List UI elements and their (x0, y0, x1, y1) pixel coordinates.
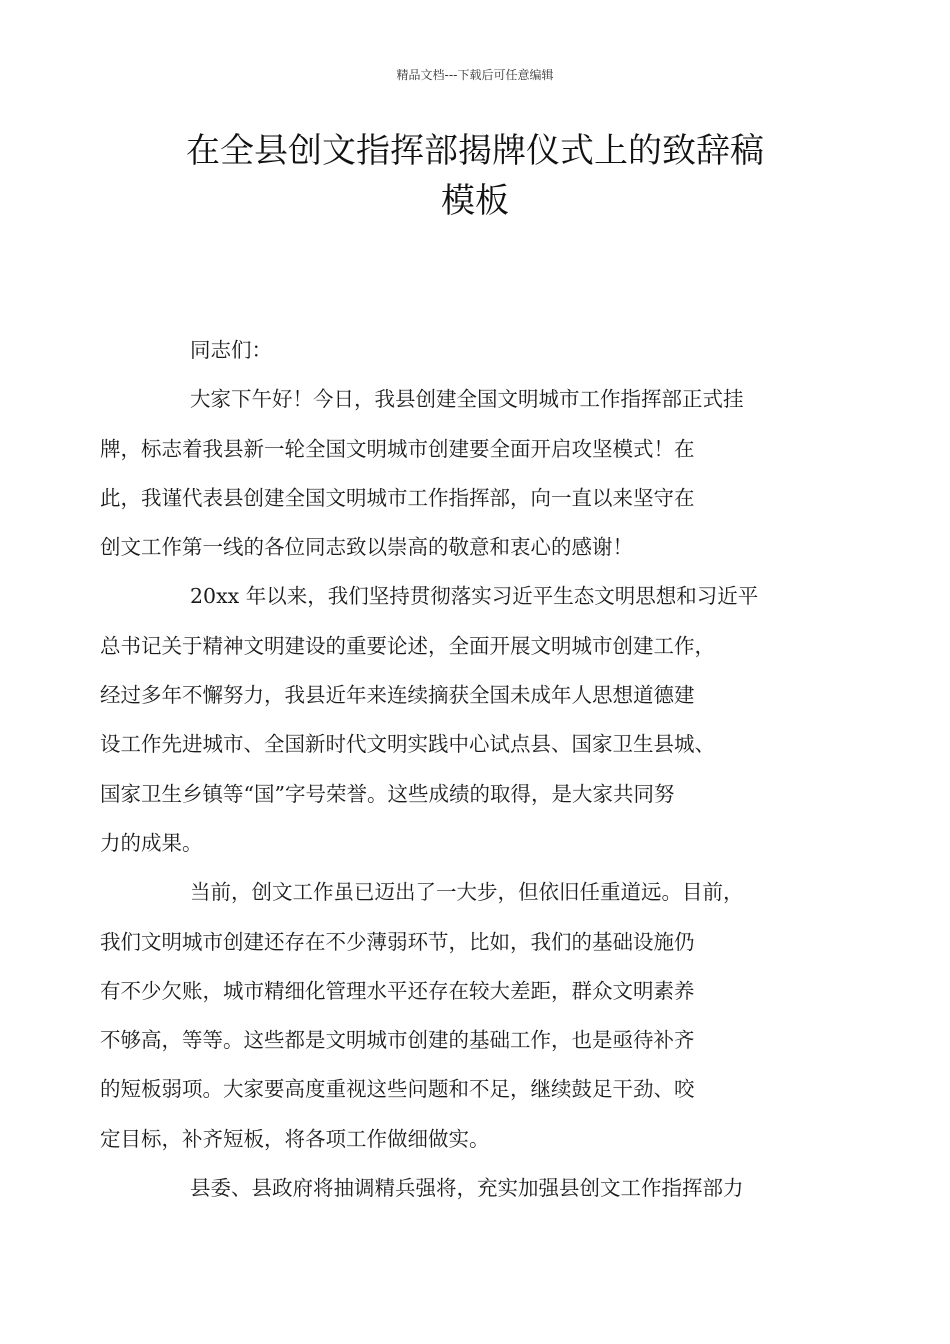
paragraph-2 (100, 572, 835, 868)
paragraph-4 (145, 1164, 835, 1213)
text-line: 当前，创文工作虽已迈出了一大步，但依旧任重道远。目前， (190, 880, 744, 905)
text-line: 力的成果。 (100, 830, 203, 855)
text-line: 总书记关于精神文明建设的重要论述，全面开展文明城市创建工作， (100, 633, 715, 658)
text-line: 县委、县政府将抽调精兵强将，充实加强县创文工作指挥部力 (190, 1176, 744, 1201)
paragraph-3 (100, 868, 835, 1164)
text-line: 牌，标志着我县新一轮全国文明城市创建要全面开启攻坚模式！在 (100, 436, 695, 461)
document-body (100, 326, 835, 1213)
text-line: 大家下午好！今日，我县创建全国文明城市工作指挥部正式挂 (190, 387, 744, 412)
greeting (145, 326, 835, 375)
text-line: 同志们： (190, 338, 272, 362)
title-line-1: 在全县创文指挥部揭牌仪式上的致辞稿 (186, 131, 764, 171)
paragraph-1 (100, 375, 835, 572)
text-line: 的短板弱项。大家要高度重视这些问题和不足，继续鼓足干劲、咬 (100, 1077, 695, 1102)
text-line: 经过多年不懈努力，我县近年来连续摘获全国未成年人思想道德建 (100, 683, 695, 708)
text-line: 我们文明城市创建还存在不少薄弱环节，比如，我们的基础设施仍 (100, 929, 695, 954)
text-line: 创文工作第一线的各位同志致以崇高的敬意和衷心的感谢！ (100, 535, 633, 560)
text-line: 20xx 年以来，我们坚持贯彻落实习近平生态文明思想和习近平 (190, 584, 759, 609)
text-line: 国家卫生乡镇等“国”字号荣誉。这些成绩的取得，是大家共同努 (100, 781, 675, 806)
text-line: 此，我谨代表县创建全国文明城市工作指挥部，向一直以来坚守在 (100, 485, 695, 510)
text-line: 有不少欠账，城市精细化管理水平还存在较大差距，群众文明素养 (100, 978, 695, 1003)
text-line: 定目标，补齐短板，将各项工作做细做实。 (100, 1126, 490, 1151)
title-line-2: 模板 (441, 181, 509, 221)
document-title (100, 126, 850, 226)
header-note: 精品文档---下载后可任意编辑 (396, 68, 554, 82)
text-line: 设工作先进城市、全国新时代文明实践中心试点县、国家卫生县城、 (100, 732, 715, 757)
text-line: 不够高，等等。这些都是文明城市创建的基础工作，也是亟待补齐 (100, 1028, 695, 1053)
